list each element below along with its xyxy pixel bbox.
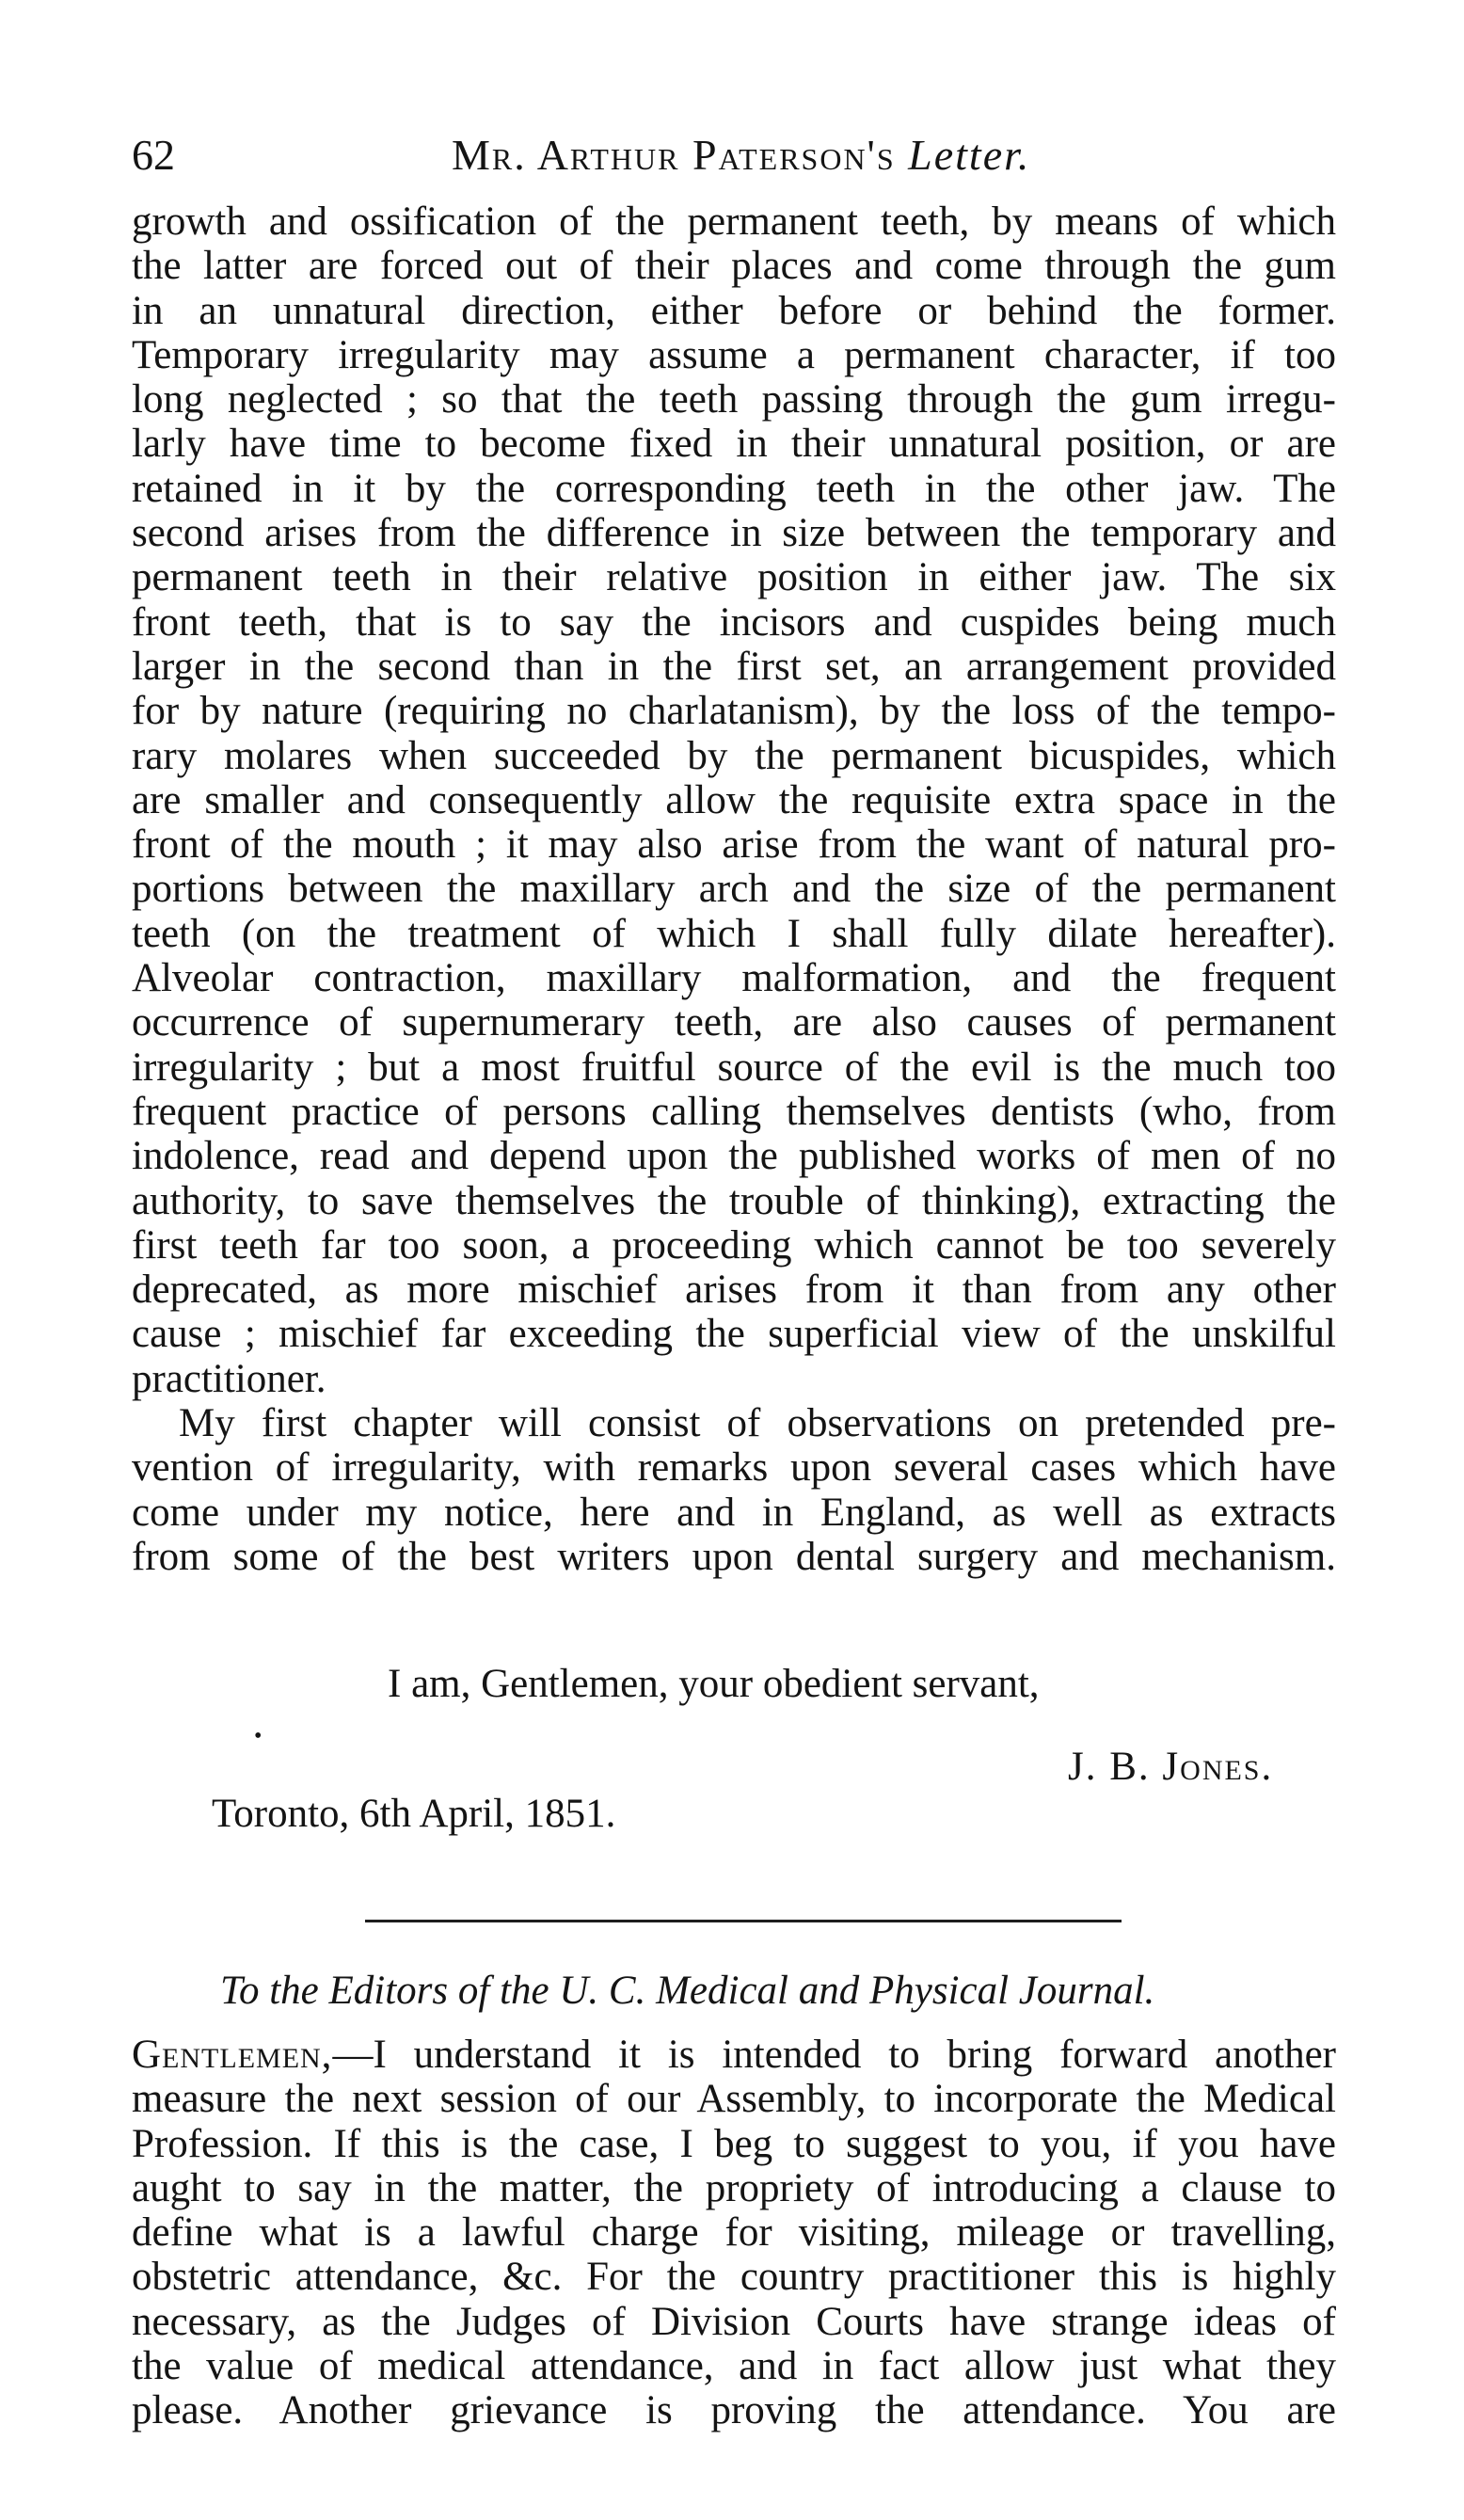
body-line: Profession. If this is the case, I beg to suggest to you, if you have [132, 2121, 1336, 2166]
body-line: practitioner. [132, 1356, 326, 1401]
body-line: Temporary irregularity may assume a permanent character, if too [132, 332, 1336, 377]
running-title [452, 127, 1030, 183]
place-date: Toronto, 6th April, 1851. [212, 1792, 616, 1836]
body-line: necessary, as the Judges of Division Courts have strange ideas of [132, 2299, 1336, 2344]
body-line: larly have time to become fixed in their unnatural position, or are [132, 422, 1336, 467]
body-line: second arises from the difference in size between the temporary and [132, 511, 1336, 556]
signature-initials: J. B. [1068, 1745, 1151, 1789]
body-line: aught to say in the matter, the propriety of introducing a clause to [132, 2165, 1336, 2210]
running-header [132, 127, 1345, 183]
body-line: first teeth far too soon, a proceeding which cannot be too severely [132, 1222, 1336, 1268]
body-line: authority, to save themselves the trouble of thinking), extracting the [132, 1178, 1336, 1223]
body-line: measure the next session of our Assembly, to incorporate the Medical [132, 2077, 1336, 2122]
letter-address: To the Editors of the U. C. Medical and Physical Journal. [220, 1969, 1155, 2013]
opening-line-rest: —I understand it is intended to bring forward another [332, 2033, 1336, 2077]
body-line: occurrence of supernumerary teeth, are also causes of permanent [132, 1000, 1336, 1045]
body-line: teeth (on the treatment of which I shall fully dilate hereafter). [132, 911, 1336, 956]
body-line: long neglected ; so that the teeth passing through the gum irregu- [132, 377, 1336, 423]
body-line: in an unnatural direction, either before or behind the former. [132, 288, 1336, 333]
body-line: please. Another grievance is proving the attendance. You are [132, 2388, 1336, 2433]
body-line [132, 2033, 1336, 2077]
second-letter-body [132, 2033, 1336, 2433]
body-line: front of the mouth ; it may also arise from the want of natural pro- [132, 822, 1336, 868]
body-line: cause ; mischief far exceeding the superficial view of the unskilful [132, 1312, 1336, 1357]
running-title-author: Mr. Arthur Paterson's [452, 131, 896, 179]
letter-body [132, 199, 1336, 1579]
body-line: the value of medical attendance, and in fact allow just what they [132, 2344, 1336, 2389]
body-line: for by nature (requiring no charlatanism), by the loss of the tempo- [132, 689, 1336, 734]
body-line: come under my notice, here and in England, as well as extracts [132, 1490, 1336, 1535]
body-line: retained in it by the corresponding teeth in the other jaw. The [132, 466, 1336, 511]
body-line: Alveolar contraction, maxillary malformation, and the frequent [132, 956, 1336, 1001]
body-line: obstetric attendance, &c. For the country practitioner this is highly [132, 2255, 1336, 2300]
opening-word: Gentlemen, [132, 2033, 333, 2077]
body-line: deprecated, as more mischief arises from it than from any other [132, 1268, 1336, 1313]
signature [1068, 1744, 1273, 1791]
body-line: rary molares when succeeded by the permanent bicuspides, which [132, 733, 1336, 778]
body-line: are smaller and consequently allow the requisite extra space in the [132, 777, 1336, 822]
body-line: growth and ossification of the permanent teeth, by means of which [132, 199, 1336, 244]
body-line: My first chapter will consist of observations on pretended pre- [179, 1401, 1336, 1446]
body-line: permanent teeth in their relative position in either jaw. The six [132, 555, 1336, 600]
body-line: the latter are forced out of their places and come through the gum [132, 244, 1336, 289]
running-title-italic: Letter. [908, 131, 1031, 179]
body-line: indolence, read and depend upon the published works of men of no [132, 1134, 1336, 1179]
stray-mark: • [254, 1724, 263, 1748]
body-line: vention of irregularity, with remarks upon several cases which have [132, 1445, 1336, 1491]
page-number: 62 [132, 131, 175, 179]
body-line: frequent practice of persons calling themselves dentists (who, from [132, 1089, 1336, 1134]
body-line: define what is a lawful charge for visiting, mileage or travelling, [132, 2210, 1336, 2256]
body-line: irregularity ; but a most fruitful source of the evil is the much too [132, 1045, 1336, 1090]
body-line: front teeth, that is to say the incisors and cuspides being much [132, 599, 1336, 645]
body-line: portions between the maxillary arch and the size of the permanent [132, 867, 1336, 912]
signature-surname: Jones. [1162, 1745, 1274, 1789]
body-line: from some of the best writers upon dental surgery and mechanism. [132, 1534, 1336, 1579]
section-divider [365, 1920, 1122, 1922]
salutation: I am, Gentlemen, your obedient servant, [388, 1662, 1040, 1706]
body-line: larger in the second than in the first set, an arrangement provided [132, 644, 1336, 689]
